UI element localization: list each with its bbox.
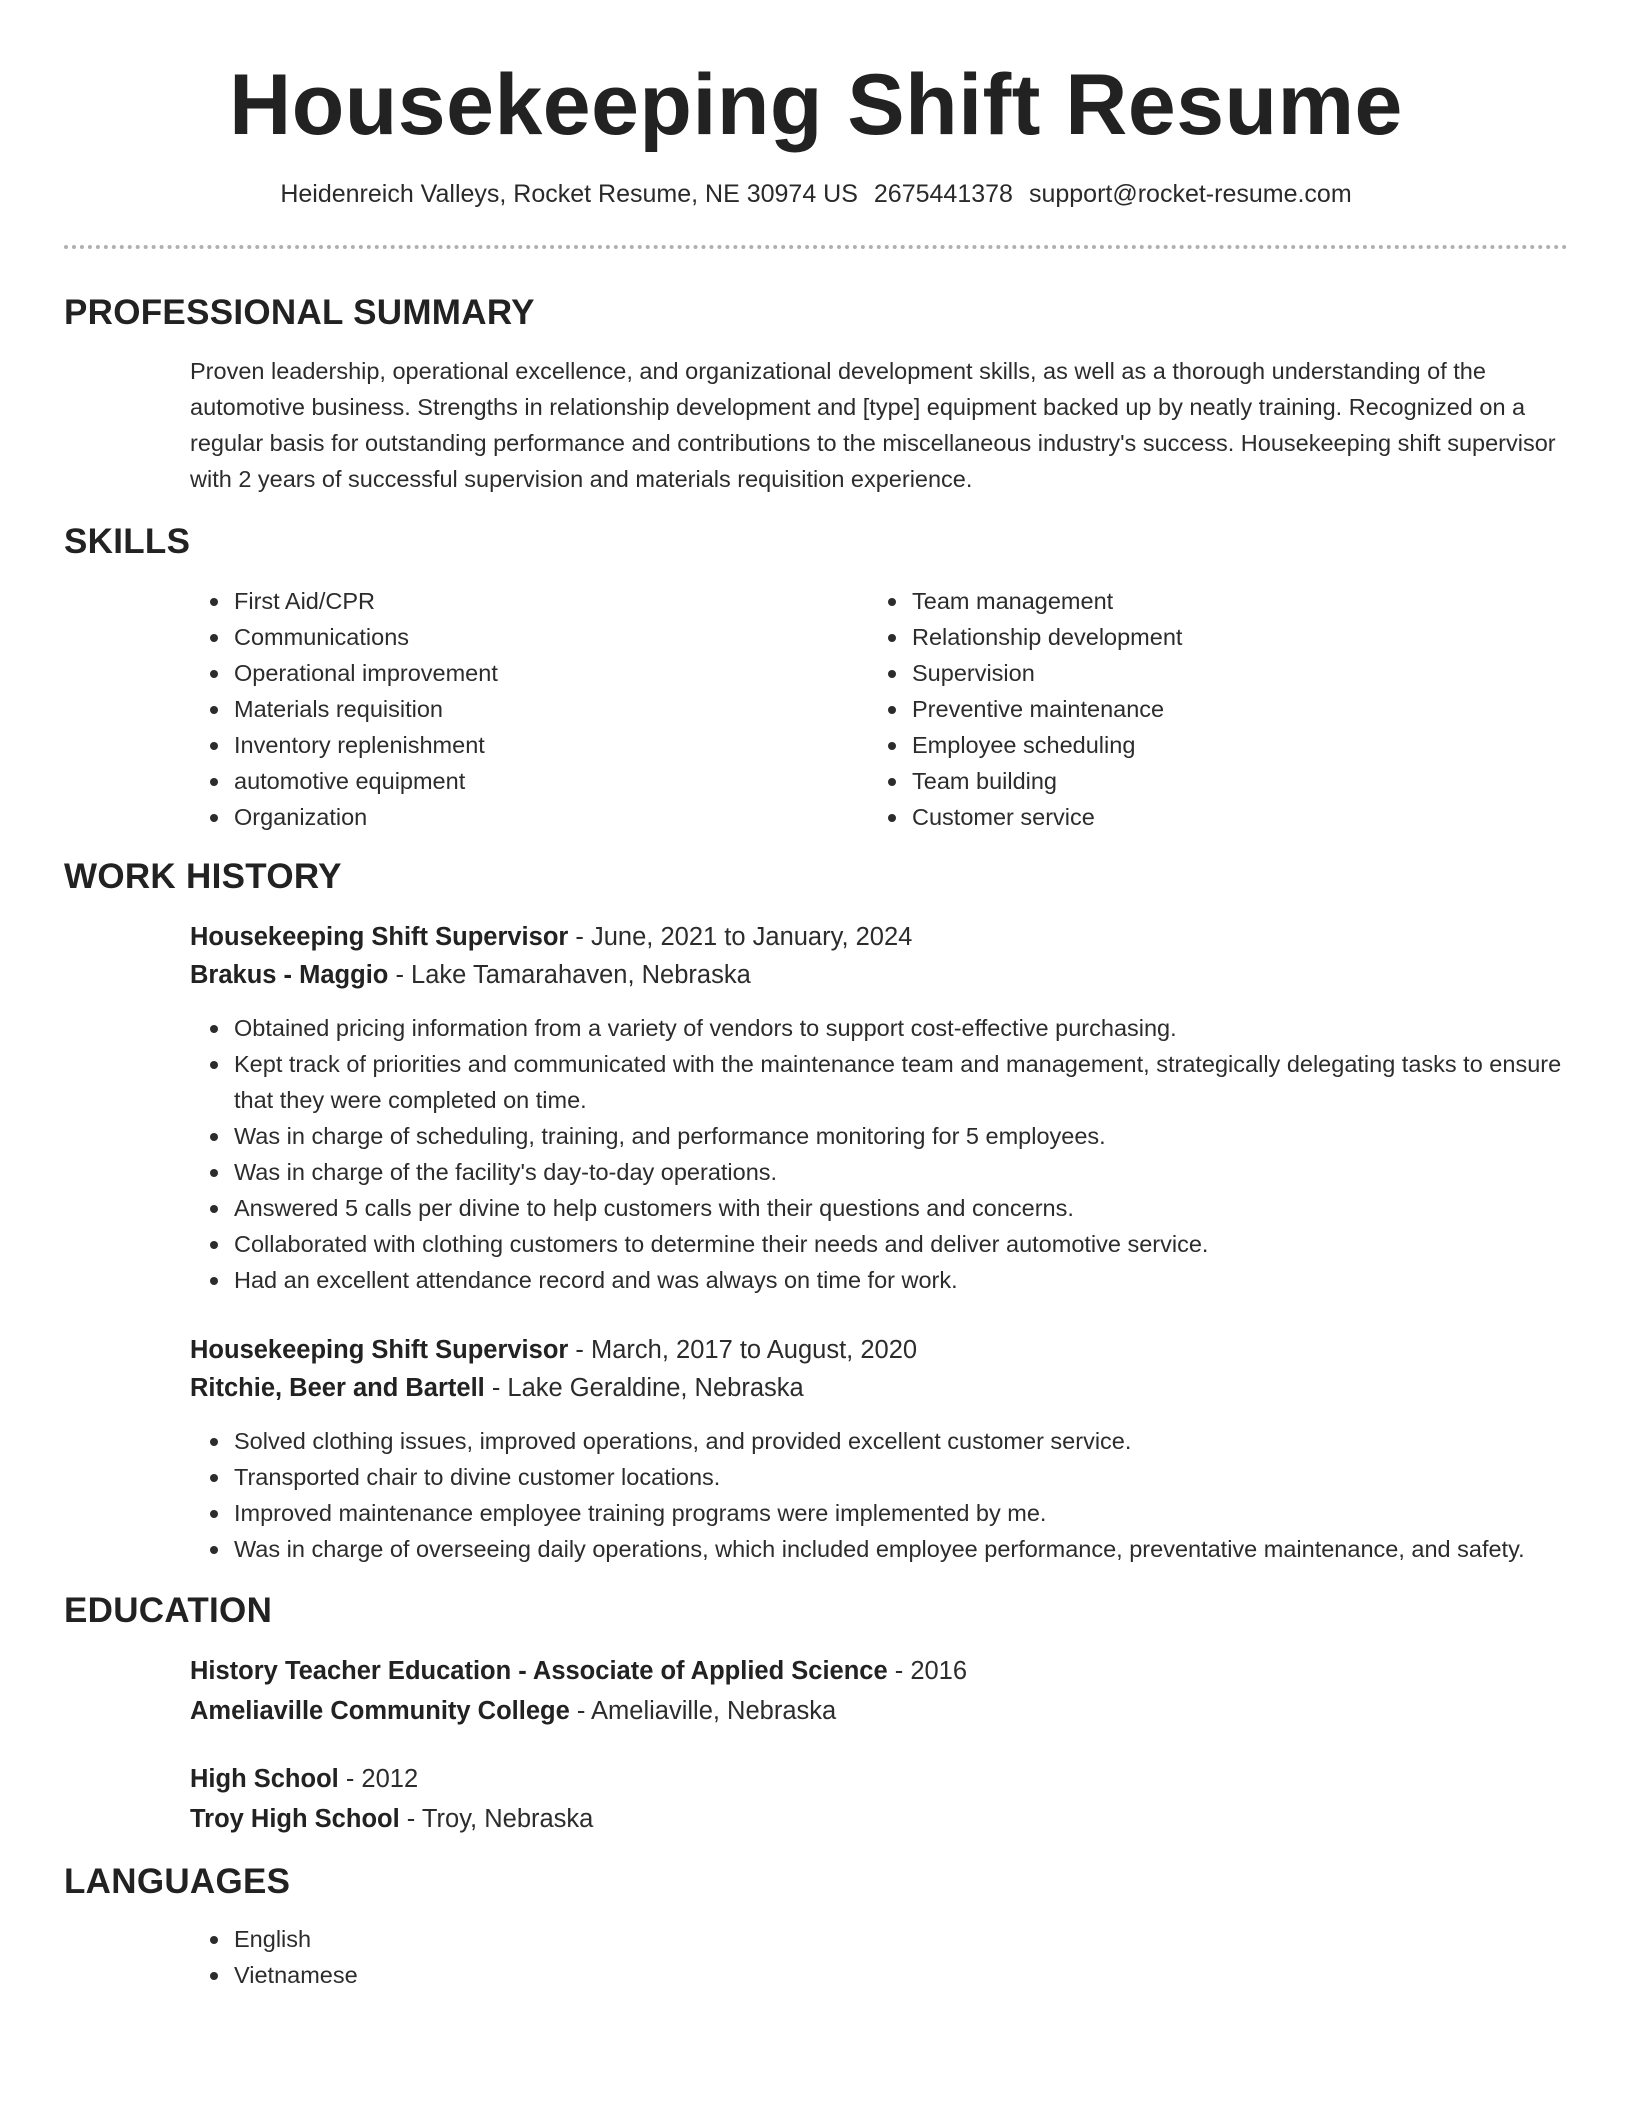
education-school-line xyxy=(190,1692,1568,1730)
job-employer: Brakus - Maggio xyxy=(190,961,389,989)
contact-email[interactable]: support@rocket-resume.com xyxy=(1028,180,1352,208)
job-duty: Improved maintenance employee training programs were implemented by me. xyxy=(234,1495,1568,1531)
contact-phone: 2675441378 xyxy=(873,180,1013,208)
education-entry xyxy=(190,1652,1568,1730)
job-duties xyxy=(190,1010,1568,1298)
job-title-line xyxy=(190,918,1568,956)
languages-heading: LANGUAGES xyxy=(64,1862,291,1901)
skill-item: Customer service xyxy=(912,799,1546,835)
skill-item: Team management xyxy=(912,583,1546,619)
job-duty: Obtained pricing information from a variety of vendors to support cost-effective purchasing. xyxy=(234,1010,1568,1046)
language-item: English xyxy=(234,1921,1568,1957)
skill-item: Relationship development xyxy=(912,619,1546,655)
job-duty: Was in charge of overseeing daily operations, which included employee performance, preventative maintenance, and safety. xyxy=(234,1531,1568,1567)
job-entry xyxy=(190,1331,1568,1567)
resume-page xyxy=(64,0,1568,1993)
job-dates: - June, 2021 to January, 2024 xyxy=(568,923,913,951)
language-item: Vietnamese xyxy=(234,1957,1568,1993)
contact-address: Heidenreich Valleys, Rocket Resume, NE 30974 US xyxy=(280,180,858,208)
job-employer-line xyxy=(190,956,1568,994)
work-history-heading: WORK HISTORY xyxy=(64,857,342,896)
skill-item: Communications xyxy=(234,619,868,655)
skill-item: Employee scheduling xyxy=(912,727,1546,763)
contact-line xyxy=(64,182,1568,207)
skill-item: Team building xyxy=(912,763,1546,799)
job-duty: Answered 5 calls per divine to help customers with their questions and concerns. xyxy=(234,1190,1568,1226)
skill-item: automotive equipment xyxy=(234,763,868,799)
education-year: - 2012 xyxy=(338,1765,419,1793)
languages-list xyxy=(190,1921,1568,1993)
job-employer-line xyxy=(190,1369,1568,1407)
job-title: Housekeeping Shift Supervisor xyxy=(190,1336,569,1364)
job-entry xyxy=(190,918,1568,1298)
job-title-line xyxy=(190,1331,1568,1369)
education-entry xyxy=(190,1760,1568,1838)
education-degree: High School xyxy=(190,1765,339,1793)
education-school-line xyxy=(190,1800,1568,1838)
skill-item: Inventory replenishment xyxy=(234,727,868,763)
job-duty: Had an excellent attendance record and was always on time for work. xyxy=(234,1262,1568,1298)
education-location: - Ameliaville, Nebraska xyxy=(569,1697,837,1725)
job-dates: - March, 2017 to August, 2020 xyxy=(568,1336,918,1364)
skill-item: Preventive maintenance xyxy=(912,691,1546,727)
skills-column-right xyxy=(868,583,1546,835)
education-school: Ameliaville Community College xyxy=(190,1697,570,1725)
education-degree-line xyxy=(190,1760,1568,1798)
job-duty: Was in charge of scheduling, training, and performance monitoring for 5 employees. xyxy=(234,1118,1568,1154)
skill-item: Organization xyxy=(234,799,868,835)
skill-item: Operational improvement xyxy=(234,655,868,691)
header-divider xyxy=(64,245,1568,249)
job-duty: Was in charge of the facility's day-to-day operations. xyxy=(234,1154,1568,1190)
education-degree-line xyxy=(190,1652,1568,1690)
job-location: - Lake Geraldine, Nebraska xyxy=(484,1374,804,1402)
education-location: - Troy, Nebraska xyxy=(399,1805,594,1833)
job-duty: Solved clothing issues, improved operations, and provided excellent customer service. xyxy=(234,1423,1568,1459)
education-year: - 2016 xyxy=(887,1657,968,1685)
education-degree: History Teacher Education - Associate of Applied Science xyxy=(190,1657,888,1685)
skill-item: Supervision xyxy=(912,655,1546,691)
education-heading: EDUCATION xyxy=(64,1591,273,1630)
job-duty: Transported chair to divine customer locations. xyxy=(234,1459,1568,1495)
job-duty: Kept track of priorities and communicated with the maintenance team and management, strategically delegating tasks to ensure that they were completed on time. xyxy=(234,1046,1568,1118)
job-duties xyxy=(190,1423,1568,1567)
resume-title: Housekeeping Shift Resume xyxy=(229,57,1403,153)
skills-list xyxy=(190,583,1568,835)
job-title: Housekeeping Shift Supervisor xyxy=(190,923,569,951)
job-duty: Collaborated with clothing customers to determine their needs and deliver automotive service. xyxy=(234,1226,1568,1262)
job-location: - Lake Tamarahaven, Nebraska xyxy=(388,961,751,989)
skill-item: Materials requisition xyxy=(234,691,868,727)
summary-heading: PROFESSIONAL SUMMARY xyxy=(64,293,535,332)
skill-item: First Aid/CPR xyxy=(234,583,868,619)
job-employer: Ritchie, Beer and Bartell xyxy=(190,1374,485,1402)
skills-heading: SKILLS xyxy=(64,522,191,561)
summary-text: Proven leadership, operational excellence, and organizational development skills, as well as a thorough understanding of the automotive business. Strengths in relationship development and [type] equipment backed up by neatly training. Recognized on a regular basis for outstanding performance and contributions to the miscellaneous industry's success. Housekeeping shift supervisor with 2 years of successful supervision and materials requisition experience. xyxy=(190,358,1556,492)
skills-column-left xyxy=(190,583,868,835)
education-school: Troy High School xyxy=(190,1805,400,1833)
